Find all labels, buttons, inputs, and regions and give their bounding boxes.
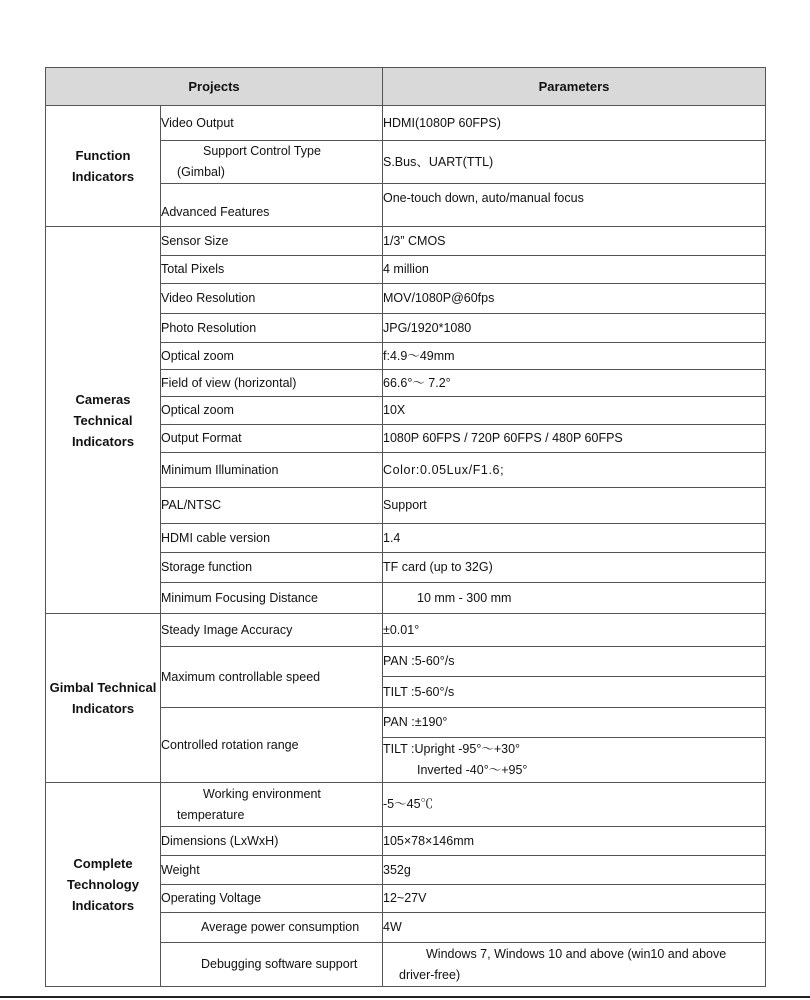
item-value: 4W [383, 913, 766, 943]
item-value: 12~27V [383, 885, 766, 913]
item-label: Dimensions (LxWxH) [161, 827, 383, 856]
item-value: 10X [383, 397, 766, 425]
item-value: 10 mm - 300 mm [383, 583, 766, 614]
item-value: 1.4 [383, 524, 766, 553]
item-label: Steady Image Accuracy [161, 614, 383, 647]
category-complete: Complete Technology Indicators [46, 783, 161, 987]
item-value: Color:0.05Lux/F1.6; [383, 453, 766, 488]
item-label: Photo Resolution [161, 314, 383, 343]
item-value: Windows 7, Windows 10 and above (win10 and above driver-free) [383, 943, 766, 987]
page-bottom-rule [0, 996, 810, 998]
item-label: Total Pixels [161, 256, 383, 284]
header-projects: Projects [46, 68, 383, 106]
item-label: Field of view (horizontal) [161, 370, 383, 397]
item-value-tilt: TILT :Upright -95°～+30° Inverted -40°～+95° [383, 738, 766, 783]
item-label: Video Resolution [161, 284, 383, 314]
item-value: 1/3” CMOS [383, 227, 766, 256]
item-label: Working environment temperature [161, 783, 383, 827]
item-value: JPG/1920*1080 [383, 314, 766, 343]
item-value: 105×78×146mm [383, 827, 766, 856]
spec-table [45, 67, 766, 987]
item-value: f:4.9～49mm [383, 343, 766, 370]
item-label: Sensor Size [161, 227, 383, 256]
item-label: HDMI cable version [161, 524, 383, 553]
item-label: Optical zoom [161, 397, 383, 425]
item-value-pan: PAN :±190° [383, 708, 766, 738]
item-value: HDMI(1080P 60FPS) [383, 106, 766, 141]
item-label: Operating Voltage [161, 885, 383, 913]
table-row [46, 106, 766, 141]
item-value: ±0.01° [383, 614, 766, 647]
item-value: 352g [383, 856, 766, 885]
item-value-pan: PAN :5-60°/s [383, 647, 766, 677]
item-label: Minimum Focusing Distance [161, 583, 383, 614]
header-parameters: Parameters [383, 68, 766, 106]
item-label: Optical zoom [161, 343, 383, 370]
item-label: Advanced Features [161, 184, 383, 227]
item-value: 4 million [383, 256, 766, 284]
item-value: One-touch down, auto/manual focus [383, 184, 766, 227]
table-row [46, 783, 766, 827]
item-value: Support [383, 488, 766, 524]
category-gimbal: Gimbal Technical Indicators [46, 614, 161, 783]
item-value: 66.6°～ 7.2° [383, 370, 766, 397]
item-label: Support Control Type (Gimbal) [161, 141, 383, 184]
table-row [46, 614, 766, 647]
item-value: S.Bus、UART(TTL) [383, 141, 766, 184]
item-label: Maximum controllable speed [161, 647, 383, 708]
item-value: MOV/1080P@60fps [383, 284, 766, 314]
item-label: Average power consumption [161, 913, 383, 943]
category-function: Function Indicators [46, 106, 161, 227]
item-label: Video Output [161, 106, 383, 141]
item-label: Controlled rotation range [161, 708, 383, 783]
item-label: Output Format [161, 425, 383, 453]
table-row [46, 227, 766, 256]
item-value: 1080P 60FPS / 720P 60FPS / 480P 60FPS [383, 425, 766, 453]
item-label: PAL/NTSC [161, 488, 383, 524]
item-value: -5～45℃ [383, 783, 766, 827]
item-label: Weight [161, 856, 383, 885]
item-value-tilt: TILT :5-60°/s [383, 677, 766, 708]
category-cameras: Cameras Technical Indicators [46, 227, 161, 614]
header-row [46, 68, 766, 106]
item-label: Storage function [161, 553, 383, 583]
item-value: TF card (up to 32G) [383, 553, 766, 583]
item-label: Debugging software support [161, 943, 383, 987]
item-label: Minimum Illumination [161, 453, 383, 488]
